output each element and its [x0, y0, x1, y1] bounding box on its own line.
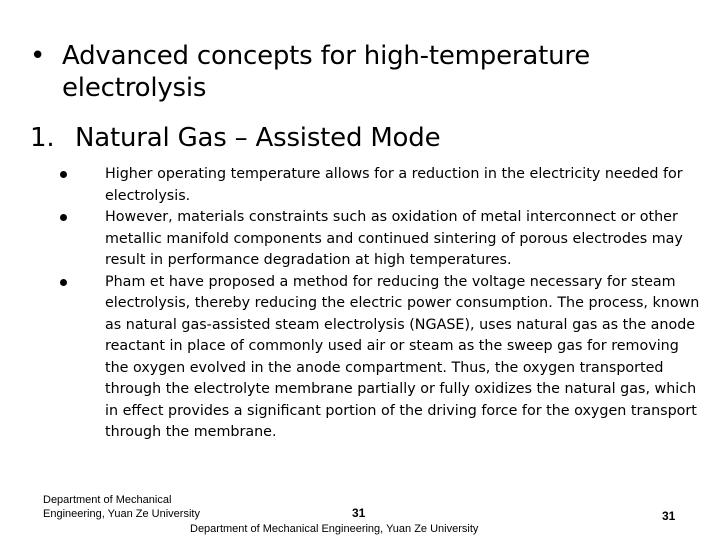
- body-list: [60, 164, 700, 444]
- numbered-heading-text: Natural Gas – Assisted Mode: [75, 123, 441, 153]
- body-item-text: Higher operating temperature allows for a reduction in the electricity needed for electrolysis.: [105, 166, 683, 204]
- slide-heading: [30, 40, 690, 104]
- numbered-heading: [30, 122, 690, 154]
- footer-slide-number-center: 31: [352, 506, 366, 520]
- bullet-dot-icon: [60, 171, 67, 178]
- heading-number: 1.: [30, 123, 55, 153]
- heading-bullet-icon: •: [30, 41, 46, 71]
- body-list-item: [60, 164, 700, 207]
- footer-department-left: Department of Mechanical Engineering, Yuan Ze University: [43, 494, 200, 520]
- heading-text: Advanced concepts for high-temperature electrolysis: [62, 41, 591, 103]
- bullet-dot-icon: [60, 214, 67, 221]
- bullet-dot-icon: [60, 279, 67, 286]
- footer-department-center: Department of Mechanical Engineering, Yuan Ze University: [190, 523, 479, 535]
- footer-slide-number-right: 31: [662, 509, 676, 523]
- body-item-text: Pham et have proposed a method for reducing the voltage necessary for steam electrolysis, thereby reducing the electric power consumption. The process, known as natural gas-assisted steam electrolysis (NGASE), uses natural gas as the anode reactant in place of commonly used air or steam as the sweep gas for removing the oxygen evolved in the anode compartment. Thus, the oxygen transported through the electrolyte membrane partially or fully oxidizes the natural gas, which in effect provides a significant portion of the driving force for the oxygen transport through the membrane.: [105, 273, 700, 440]
- body-list-item: [60, 207, 700, 272]
- body-item-text: However, materials constraints such as oxidation of metal interconnect or other metallic manifold components and continued sintering of porous electrodes may result in performance degradation at high temperatures.: [105, 209, 683, 268]
- body-list-item: [60, 272, 700, 444]
